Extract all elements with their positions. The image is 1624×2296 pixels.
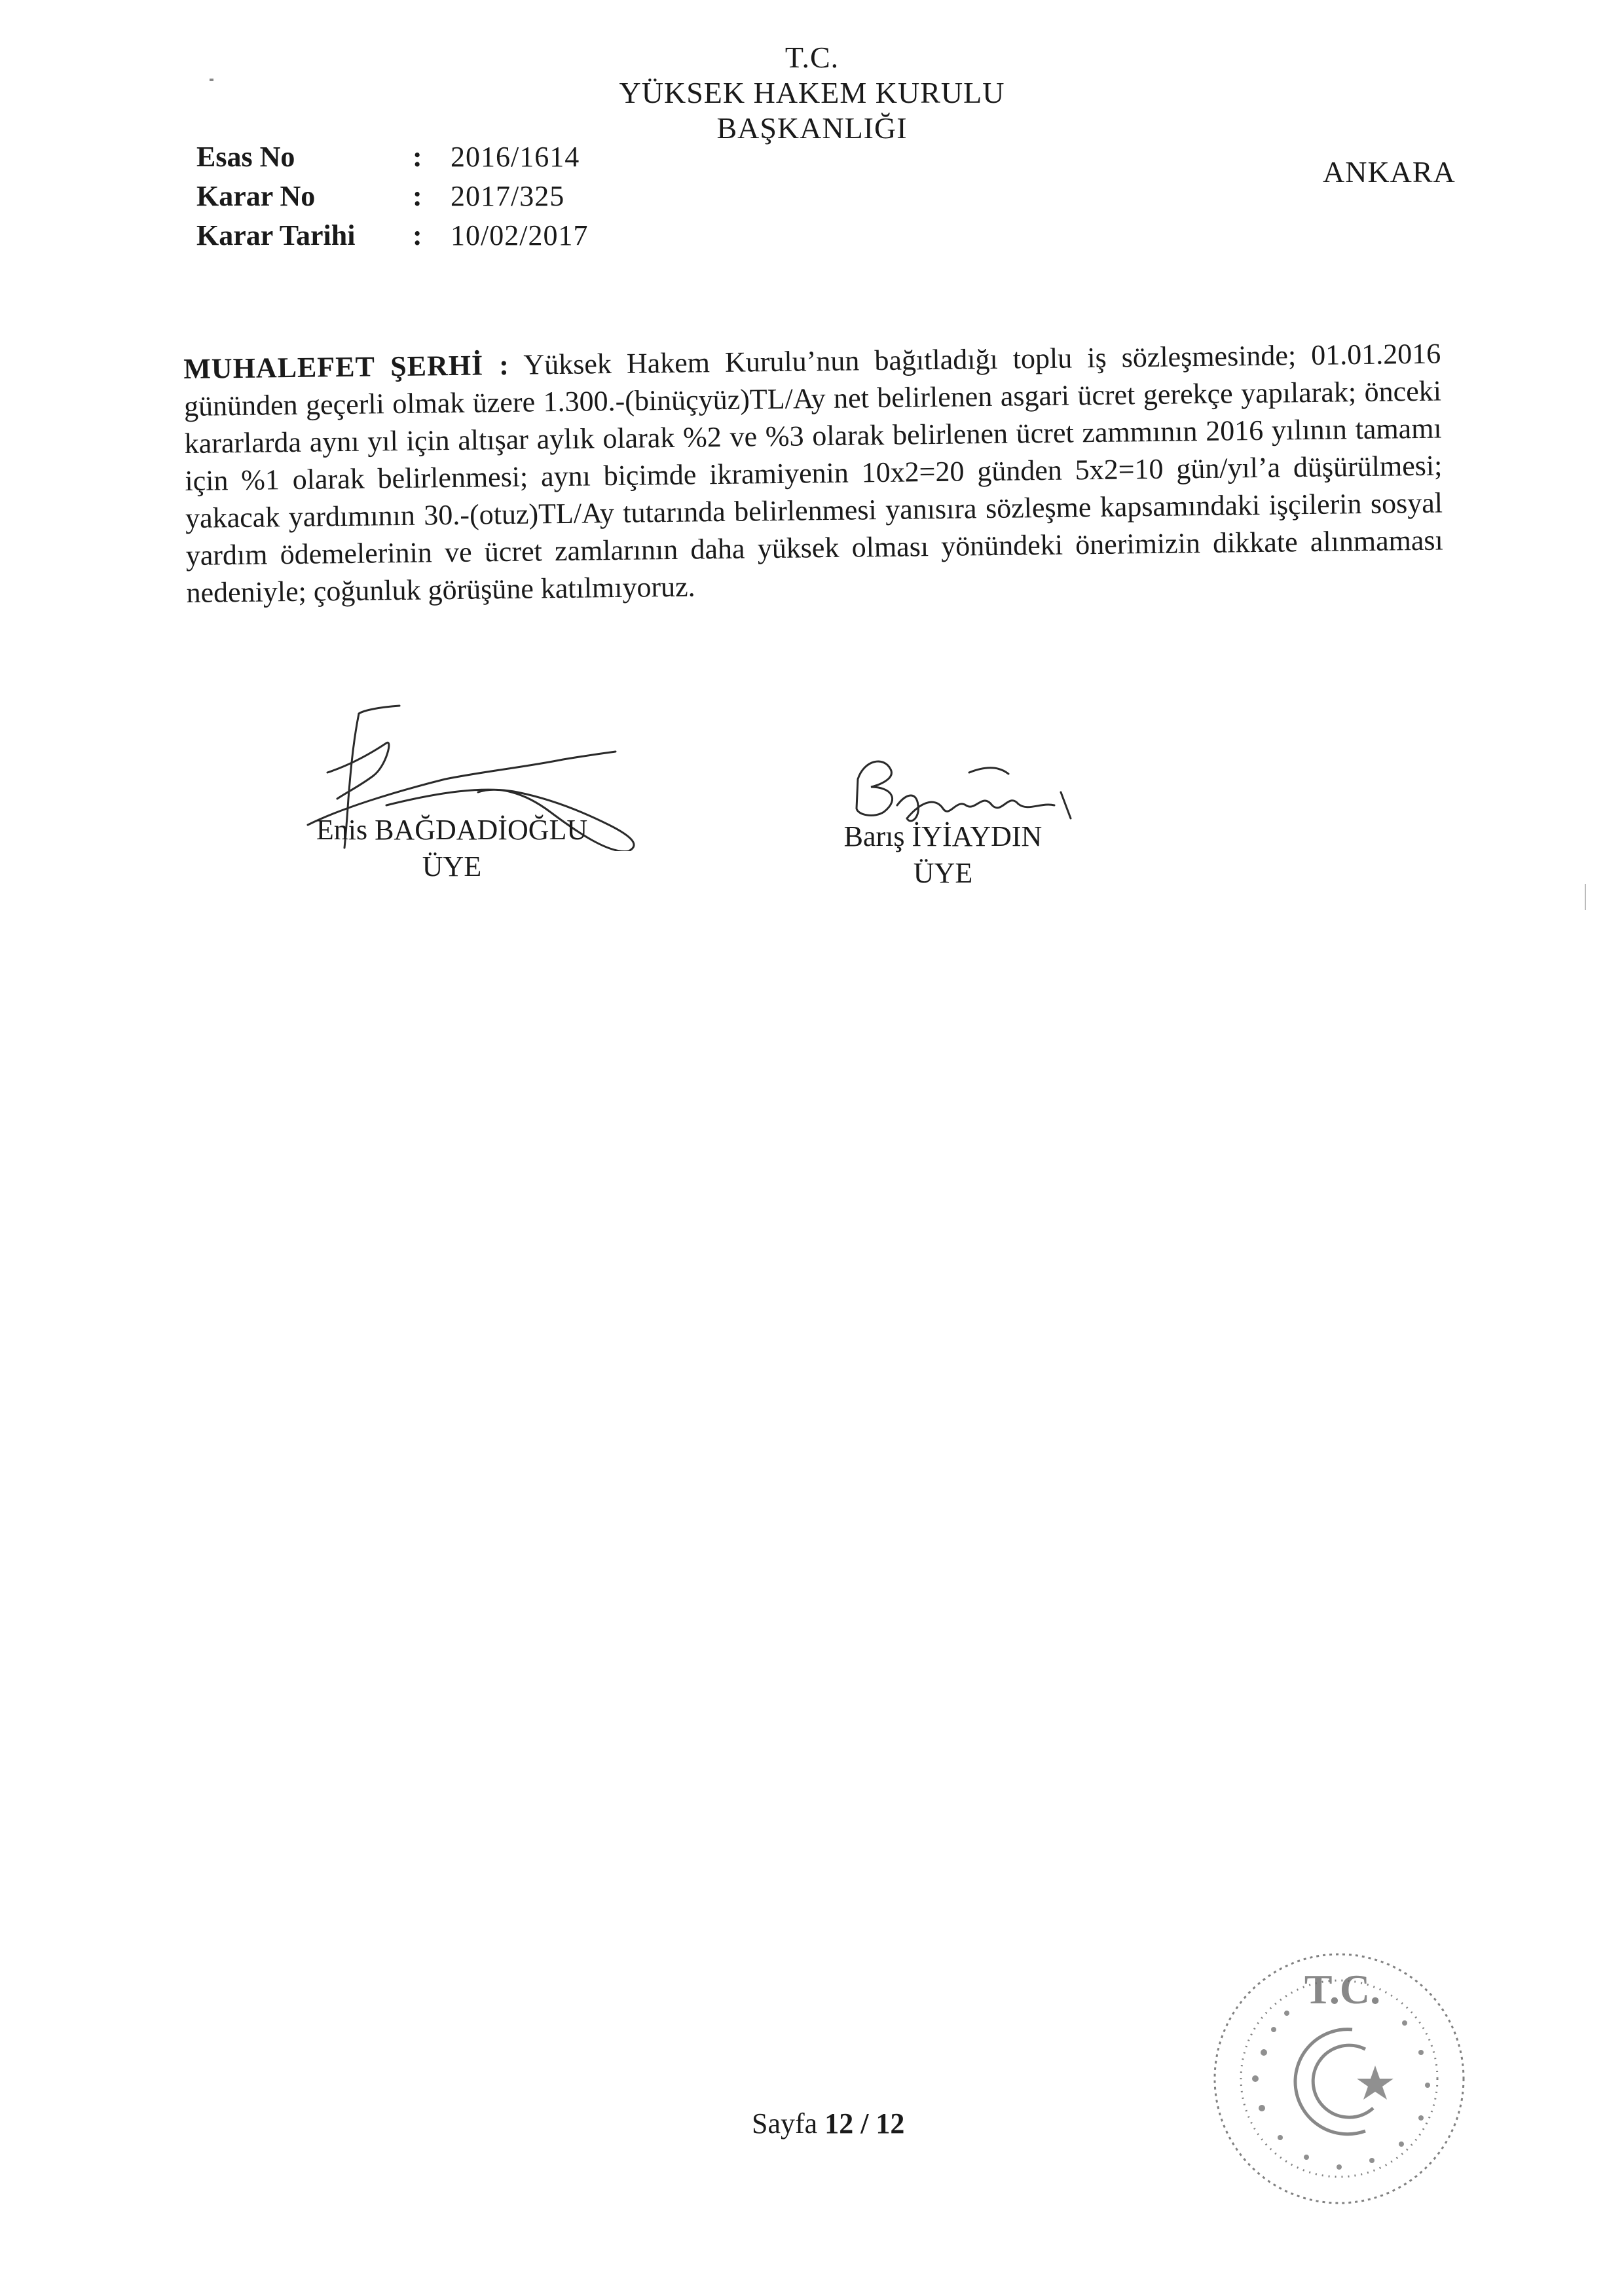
meta-colon: : bbox=[413, 180, 422, 212]
signatory-role: ÜYE bbox=[913, 857, 973, 889]
meta-label: Esas No bbox=[196, 141, 295, 173]
page-current: 12 bbox=[824, 2107, 854, 2140]
page-prefix: Sayfa bbox=[752, 2107, 818, 2140]
signature-block-2 bbox=[812, 818, 1074, 892]
header-institution: YÜKSEK HAKEM KURULU bbox=[619, 76, 1005, 109]
meta-colon: : bbox=[413, 141, 422, 173]
page-separator: / bbox=[860, 2107, 869, 2140]
dissent-heading: MUHALEFET ŞERHİ : bbox=[183, 348, 510, 385]
meta-value: 2016/1614 bbox=[451, 141, 580, 173]
page-number bbox=[752, 2107, 904, 2140]
dissent-text: Yüksek Hakem Kurulu’nun bağıtladığı toplu iş sözleşmesinde; 01.01.2016 gününden geçerli olmak üzere 1.300.-(binüçyüz)TL/Ay net belirlenen asgari ücret gerekçe yapılarak; önceki kararlarda aynı yıl için altışar aylık olarak %2 ve %3 olarak belirlenen ücret zammının 2016 yılının tamamı için %1 olarak belirlenmesi; aynı biçimde ikramiyenin 10x2=20 günden 5x2=10 gün/yıl’a düşürülmesi; yakacak yardımının 30.-(otuz)TL/Ay tutarında belirlenmesi yanısıra sözleşme kapsamındaki işçilerin sosyal yardım ödemelerinin ve ücret zamlarının daha yüksek olması yönündeki önerimizin dikkate alınmaması nedeniyle; çoğunluk görüşüne katılmıyoruz. bbox=[183, 337, 1443, 609]
signatory-role: ÜYE bbox=[422, 850, 482, 883]
page-total: 12 bbox=[876, 2107, 905, 2140]
meta-colon: : bbox=[413, 219, 422, 251]
official-seal-stamp bbox=[1202, 1941, 1477, 2216]
signature-block-1 bbox=[288, 812, 616, 885]
meta-row-tarih bbox=[196, 216, 588, 255]
scan-mark bbox=[1585, 884, 1586, 910]
signatory-name: Barış İYİAYDIN bbox=[843, 820, 1043, 852]
meta-label: Karar Tarihi bbox=[196, 219, 356, 251]
meta-row-karar bbox=[196, 177, 588, 216]
signatory-name: Enis BAĞDADİOĞLU bbox=[316, 814, 588, 846]
scan-mark bbox=[210, 79, 213, 81]
meta-label: Karar No bbox=[196, 180, 316, 212]
seal-text: T.C. bbox=[1304, 1966, 1381, 2013]
meta-row-esas bbox=[196, 137, 588, 177]
meta-value: 2017/325 bbox=[451, 180, 565, 212]
header-country: T.C. bbox=[784, 41, 840, 74]
meta-value: 10/02/2017 bbox=[451, 219, 589, 251]
header-office: BAŞKANLIĞI bbox=[716, 111, 908, 145]
case-meta bbox=[196, 137, 588, 255]
dissent-paragraph bbox=[183, 335, 1444, 611]
header-city: ANKARA bbox=[1323, 155, 1456, 189]
